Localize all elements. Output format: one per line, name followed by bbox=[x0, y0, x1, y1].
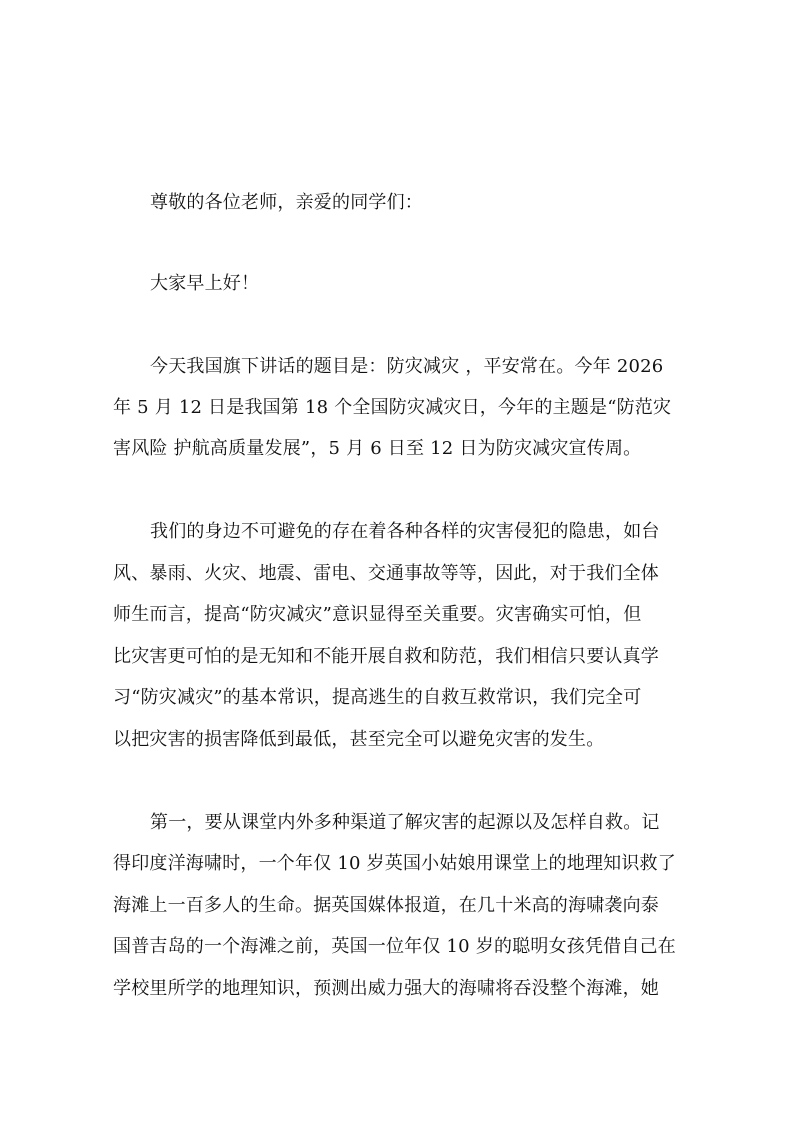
paragraph-3-line-5: 学校里所学的地理知识，预测出威力强大的海啸将吞没整个海滩，她 bbox=[113, 978, 659, 999]
paragraph-3-line-4: 国普吉岛的一个海滩之前，英国一位年仅 10 岁的聪明女孩凭借自己在 bbox=[113, 936, 676, 957]
paragraph-2-line-5: 习“防灾减灾”的基本常识，提高逃生的自救互救常识，我们完全可 bbox=[113, 687, 642, 708]
paragraph-3-line-3: 海滩上一百多人的生命。据英国媒体报道，在几十米高的海啸袭向泰 bbox=[113, 895, 659, 916]
paragraph-3-line-1: 第一，要从课堂内外多种渠道了解灾害的起源以及怎样自救。记 bbox=[150, 812, 660, 833]
salutation: 尊敬的各位老师，亲爱的同学们： bbox=[150, 192, 423, 213]
paragraph-1-line-1: 今天我国旗下讲话的题目是：防灾减灾 ，平安常在。今年 2026 bbox=[150, 356, 664, 377]
paragraph-2-line-4: 比灾害更可怕的是无知和不能开展自救和防范，我们相信只要认真学 bbox=[113, 646, 659, 667]
paragraph-2-line-3: 师生而言，提高“防灾减灾”意识显得至关重要。灾害确实可怕，但 bbox=[113, 604, 642, 625]
paragraph-3-line-2: 得印度洋海啸时，一个年仅 10 岁英国小姑娘用课堂上的地理知识救了 bbox=[113, 853, 676, 874]
paragraph-2-line-6: 以把灾害的损害降低到最低，甚至完全可以避免灾害的发生。 bbox=[113, 729, 605, 750]
paragraph-1-line-2: 年 5 月 12 日是我国第 18 个全国防灾减灾日，今年的主题是“防范灾 bbox=[113, 397, 672, 418]
paragraph-2-line-2: 风、暴雨、火灾、地震、雷电、交通事故等等，因此，对于我们全体 bbox=[113, 563, 659, 584]
greeting: 大家早上好！ bbox=[150, 273, 260, 294]
paragraph-1-line-3: 害风险 护航高质量发展”，5 月 6 日至 12 日为防灾减灾宣传周。 bbox=[113, 438, 642, 459]
paragraph-2-line-1: 我们的身边不可避免的存在着各种各样的灾害侵犯的隐患，如台 bbox=[150, 521, 660, 542]
